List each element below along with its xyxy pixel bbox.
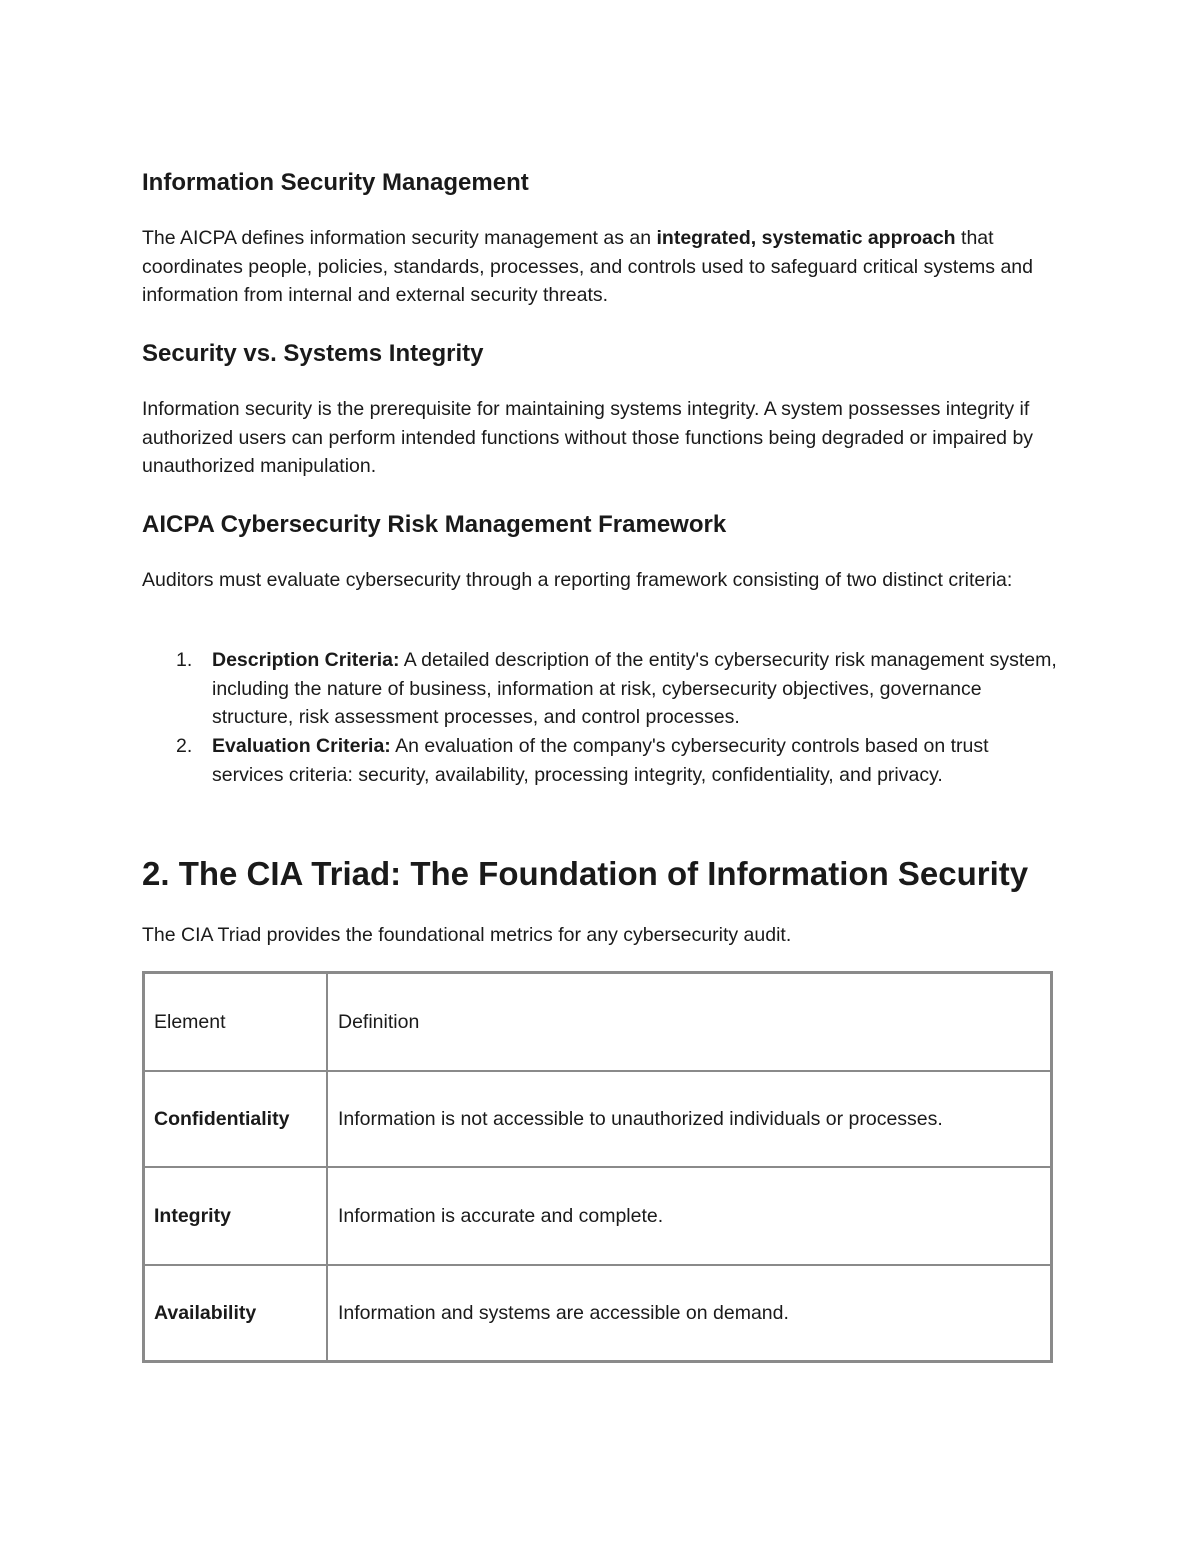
- paragraph-cia-intro: The CIA Triad provides the foundational metrics for any cybersecurity audit.: [142, 924, 792, 946]
- table-header-cell: Element: [144, 973, 328, 1072]
- list-item-term: Description Criteria:: [212, 649, 400, 671]
- table-cell-element: Integrity: [144, 1167, 328, 1265]
- table-row: [144, 1071, 1052, 1167]
- paragraph-framework-intro: Auditors must evaluate cybersecurity through a reporting framework consisting of two distinct criteria:: [142, 569, 1013, 591]
- table-cell-element: Availability: [144, 1265, 328, 1362]
- heading-information-security-management: Information Security Management: [142, 169, 529, 196]
- table-row: [144, 1167, 1052, 1265]
- ism-text-suffix: that coordinates people, policies, standards, processes, and controls used to safeguard critical systems and information from internal and external security threats.: [142, 227, 1033, 307]
- heading-security-vs-integrity: Security vs. Systems Integrity: [142, 340, 484, 367]
- list-item-text: An evaluation of the company's cybersecurity controls based on trust services criteria: security, availability, processing integrity, confidentiality, and privacy.: [212, 735, 989, 786]
- table-cell-element: Confidentiality: [144, 1071, 328, 1167]
- heading-cia-triad: 2. The CIA Triad: The Foundation of Information Security: [142, 855, 1029, 892]
- table-cell-definition: Information is accurate and complete.: [327, 1167, 1052, 1265]
- list-item: [142, 646, 1057, 732]
- list-item-term: Evaluation Criteria:: [212, 735, 391, 758]
- table-cell-definition: Information is not accessible to unauthorized individuals or processes.: [327, 1071, 1052, 1167]
- ism-text-bold: integrated, systematic approach: [656, 227, 956, 249]
- cia-table: [142, 971, 1053, 1363]
- ism-text-prefix: The AICPA defines information security management as an: [142, 227, 657, 249]
- table-cell-definition: Information and systems are accessible on demand.: [327, 1265, 1052, 1362]
- list-item: [142, 732, 1057, 789]
- list-item-number: 1.: [176, 649, 193, 671]
- table-header-cell: Definition: [327, 973, 1052, 1072]
- table-row: [144, 1265, 1052, 1362]
- list-item-number: 2.: [176, 735, 193, 758]
- table-header-row: [144, 973, 1052, 1072]
- paragraph-ism-definition: [142, 224, 1057, 310]
- paragraph-systems-integrity: Information security is the prerequisite for maintaining systems integrity. A system possesses integrity if authorized users can perform intended functions without those functions being degraded or impaired by unauthorized manipulation.: [142, 398, 1034, 478]
- list-item-text: A detailed description of the entity's cybersecurity risk management system, including the nature of business, information at risk, cybersecurity objectives, governance structure, risk assessment processes, and control processes.: [212, 649, 1057, 729]
- heading-aicpa-framework: AICPA Cybersecurity Risk Management Framework: [142, 511, 727, 538]
- criteria-list: [142, 646, 1057, 790]
